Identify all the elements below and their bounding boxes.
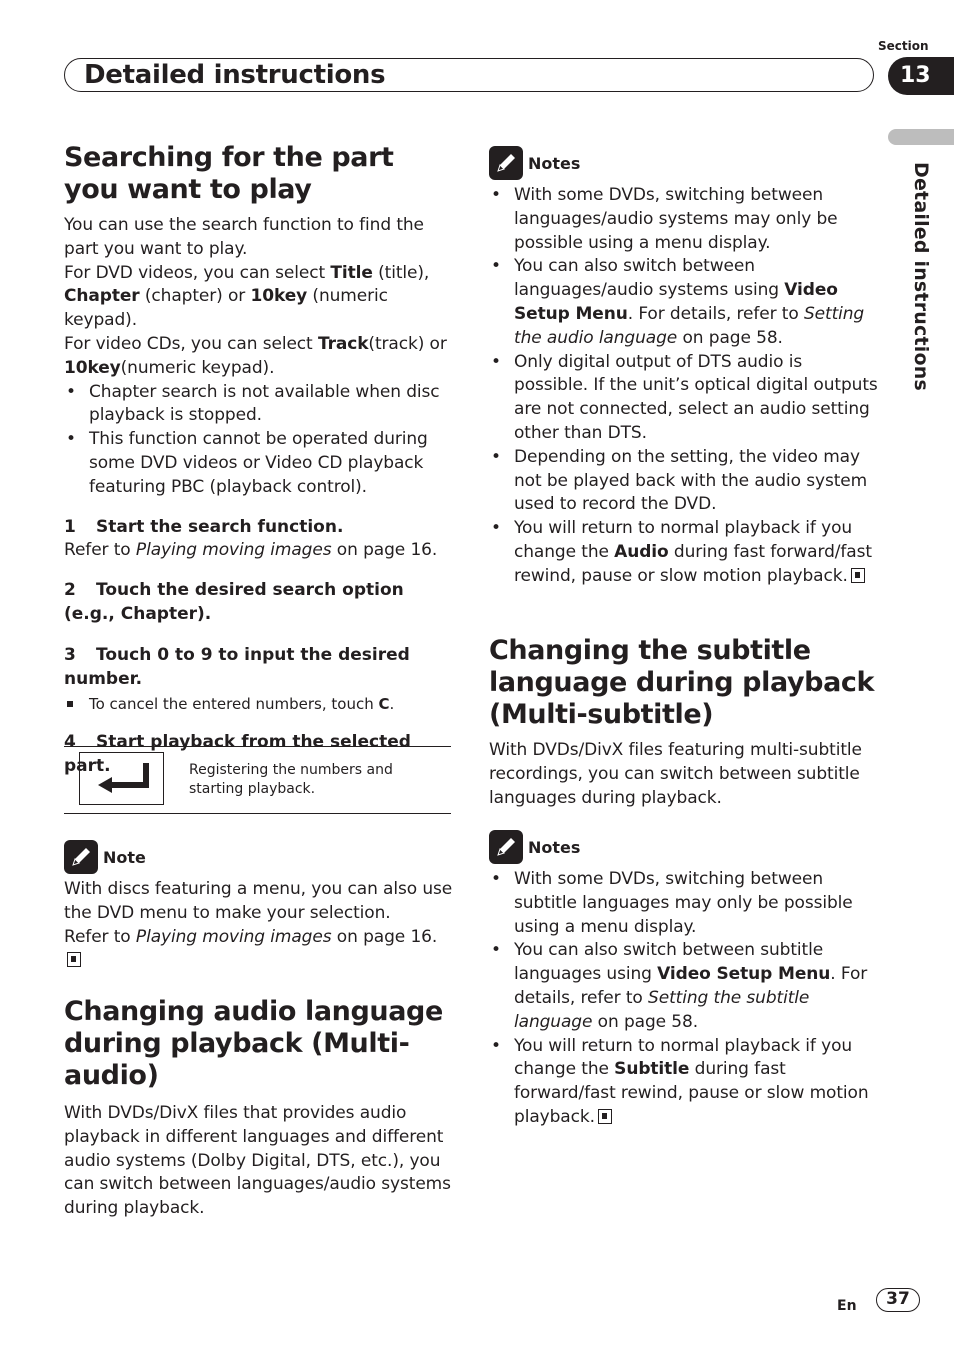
note-ref: Refer to Playing moving images on page 16. <box>64 926 454 974</box>
subtitle-heading: Changing the subtitle language during playback (Multi-subtitle) <box>489 635 875 730</box>
audio-note-2: • You can also switch between languages/audio systems using Video Setup Menu. For details, refer to Setting the audio language on page 58. <box>489 255 879 350</box>
section-number: 13 <box>888 57 954 95</box>
audio-note-4: • Depending on the setting, the video may not be played back with the audio system used to record the DVD. <box>489 446 879 517</box>
notes-header <box>489 830 879 864</box>
audio-section <box>64 996 454 1221</box>
notes-header <box>489 146 879 180</box>
audio-note-1: • With some DVDs, switching between languages/audio systems may only be possible using a menu display. <box>489 184 879 255</box>
notes-title: Notes <box>528 153 581 173</box>
key-table-description: Registering the numbers and starting playback. <box>189 762 393 797</box>
step-3: 3 Touch 0 to 9 to input the desired number. <box>64 644 410 689</box>
subtitle-note-2: • You can also switch between subtitle languages using Video Setup Menu. For details, refer to Setting the subtitle language on page 58. <box>489 939 879 1034</box>
page-number: 37 <box>876 1288 920 1312</box>
search-bullet: • This function cannot be operated during some DVD videos or Video CD playback featuring PBC (playback control). <box>64 428 454 499</box>
step-4: 4 Start playback from the selected part. <box>64 732 411 777</box>
subtitle-notes <box>489 830 879 1130</box>
step-2: 2 Touch the desired search option (e.g., Chapter). <box>64 580 404 624</box>
subtitle-section <box>489 635 879 810</box>
audio-notes <box>489 146 879 589</box>
audio-heading: Changing audio language during playback (Multi-audio) <box>64 996 443 1091</box>
note-title: Note <box>103 847 146 867</box>
side-tab-label: Detailed instructions <box>910 162 932 391</box>
audio-body: With DVDs/DivX files that provides audio playback in different languages and different audio systems (Dolby Digital, DTS, etc.), you can switch between languages/audio systems during playback. <box>64 1103 451 1219</box>
enter-key-button[interactable] <box>79 752 164 805</box>
side-tab-bar <box>888 129 954 145</box>
step-3-sub: To cancel the entered numbers, touch C. <box>64 693 454 715</box>
note-text: With discs featuring a menu, you can also use the DVD menu to make your selection. <box>64 879 453 923</box>
audio-note-3: • Only digital output of DTS audio is possible. If the unit’s optical digital outputs are not connected, select an audio setting other than DTS. <box>489 351 879 446</box>
enter-arrow-icon <box>80 753 162 803</box>
pencil-icon <box>489 146 523 180</box>
notes-title: Notes <box>528 837 581 857</box>
pencil-icon <box>489 830 523 864</box>
subtitle-body: With DVDs/DivX files featuring multi-subtitle recordings, you can switch between subtitle languages during playback. <box>489 740 862 808</box>
header-title: Detailed instructions <box>84 60 386 90</box>
subtitle-note-1: • With some DVDs, switching between subtitle languages may only be possible using a menu display. <box>489 868 879 939</box>
section-label: Section <box>878 39 929 53</box>
search-heading: Searching for the part you want to play <box>64 142 394 205</box>
end-mark-icon <box>67 952 81 967</box>
search-dvd-line: For DVD videos, you can select Title (title), Chapter (chapter) or 10key (numeric keypad). <box>64 262 430 331</box>
pencil-icon <box>64 840 98 874</box>
subtitle-note-3: • You will return to normal playback if you change the Subtitle during fast forward/fast rewind, pause or slow motion playback. <box>489 1035 879 1130</box>
audio-note-5: • You will return to normal playback if you change the Audio during fast forward/fast rewind, pause or slow motion playback. <box>489 517 879 588</box>
step-1: 1 Start the search function. <box>64 516 344 537</box>
search-bullet: • Chapter search is not available when disc playback is stopped. <box>64 381 454 429</box>
end-mark-icon <box>851 568 865 583</box>
step-1-ref: Refer to Playing moving images on page 16. <box>64 540 438 561</box>
footer-language: En <box>837 1298 857 1314</box>
search-vcd-line: For video CDs, you can select Track(track) or 10key(numeric keypad). <box>64 333 447 378</box>
left-note <box>64 840 454 973</box>
note-header <box>64 840 454 874</box>
search-intro: You can use the search function to find the part you want to play. <box>64 215 424 259</box>
end-mark-icon <box>598 1109 612 1124</box>
left-column <box>64 142 454 779</box>
